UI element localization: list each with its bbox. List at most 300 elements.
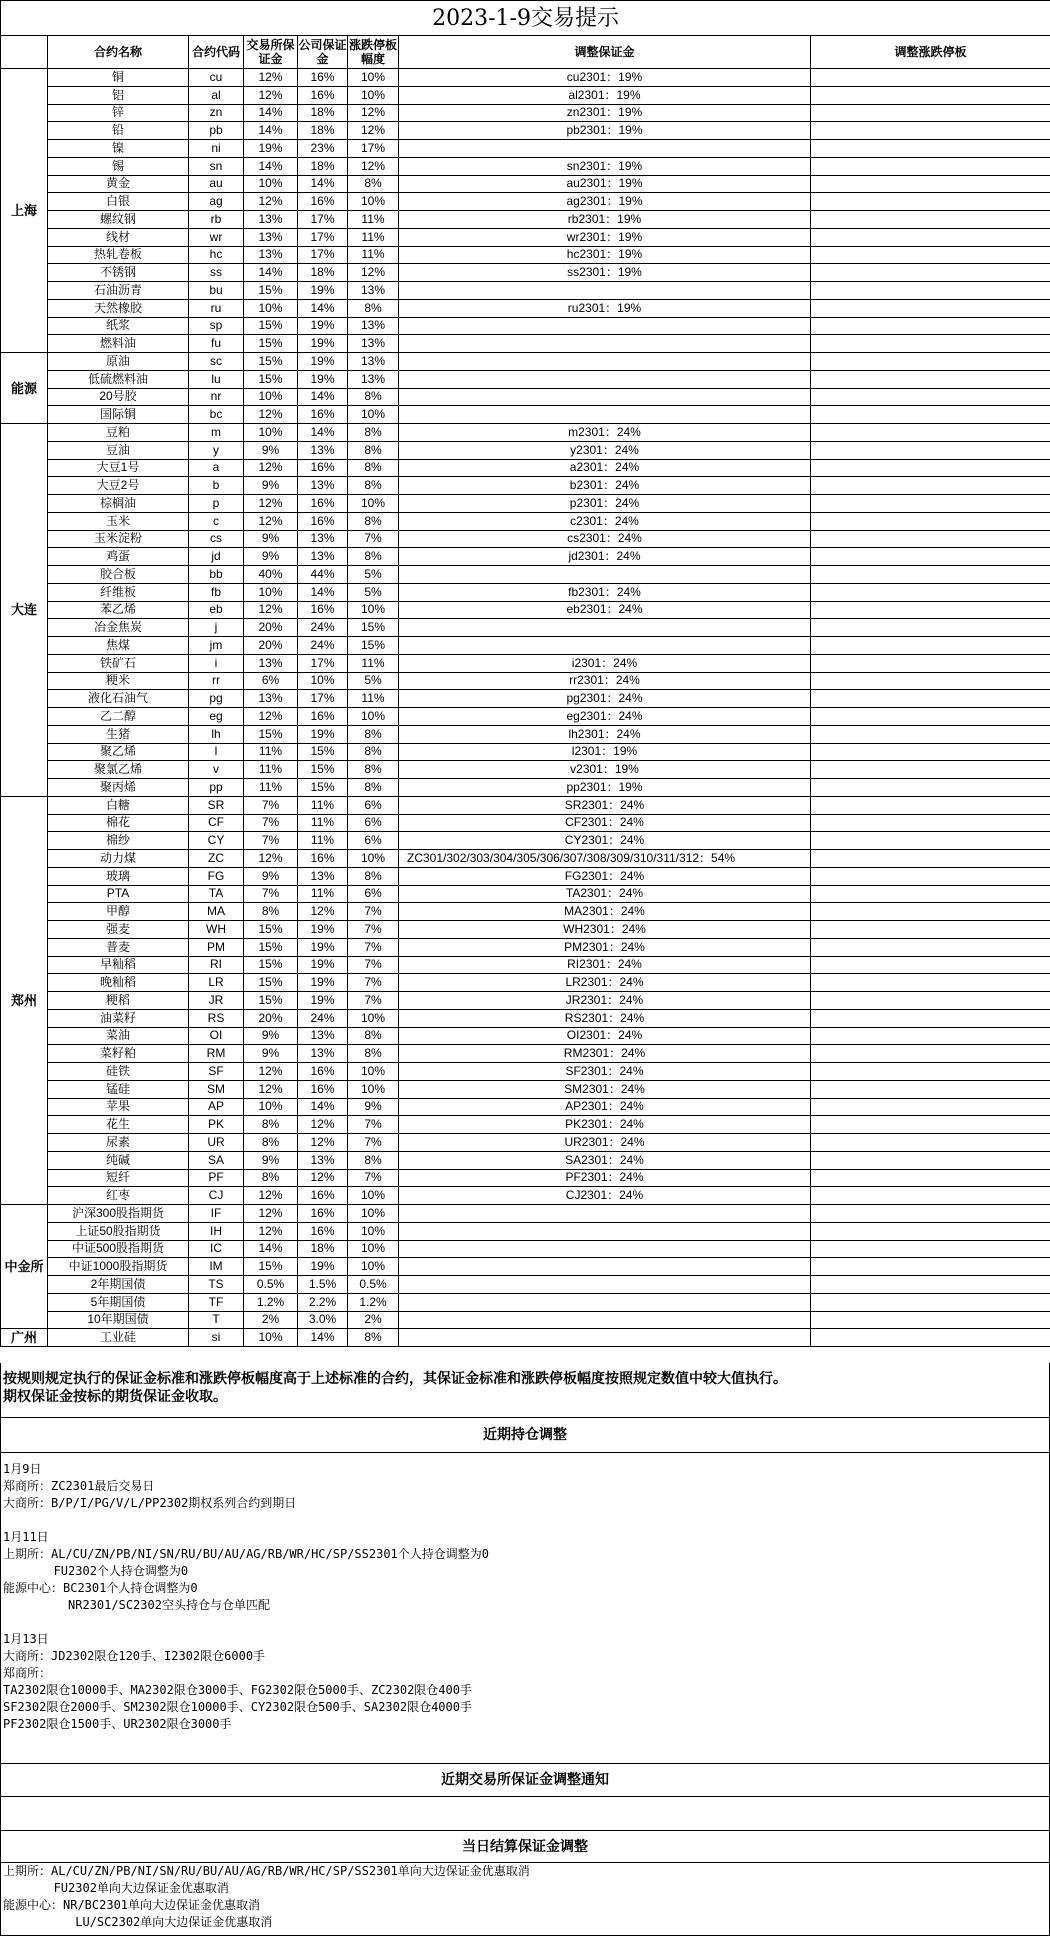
- contract-name: 尿素: [48, 1134, 189, 1152]
- table-row: [1, 1329, 1050, 1347]
- table-row: [1, 956, 1050, 974]
- company-margin: 12%: [298, 1169, 348, 1187]
- table-row: [1, 779, 1050, 797]
- contract-code: ZC: [189, 850, 244, 868]
- contract-code: UR: [189, 1134, 244, 1152]
- contract-name: 上证50股指期货: [48, 1222, 189, 1240]
- contract-code: v: [189, 761, 244, 779]
- company-margin: 18%: [298, 264, 348, 282]
- contract-code: hc: [189, 246, 244, 264]
- adjusted-margin: ag2301：19%: [399, 193, 811, 211]
- price-limit: 6%: [348, 885, 399, 903]
- price-limit: 8%: [348, 725, 399, 743]
- exchange-margin: 11%: [244, 743, 298, 761]
- adjusted-margin: [399, 619, 811, 637]
- price-limit: 8%: [348, 299, 399, 317]
- exchange-margin: 12%: [244, 601, 298, 619]
- company-margin: 16%: [298, 86, 348, 104]
- contract-name: 黄金: [48, 175, 189, 193]
- exchange-margin: 15%: [244, 921, 298, 939]
- contract-code: sc: [189, 353, 244, 371]
- table-row: [1, 743, 1050, 761]
- exchange-margin: 10%: [244, 175, 298, 193]
- exchange-margin: 13%: [244, 228, 298, 246]
- price-limit: 7%: [348, 921, 399, 939]
- company-margin: 14%: [298, 1098, 348, 1116]
- adjusted-limit: [811, 1329, 1050, 1347]
- contract-name: 玻璃: [48, 867, 189, 885]
- contract-name: 菜籽粕: [48, 1045, 189, 1063]
- table-row: [1, 193, 1050, 211]
- price-limit: 8%: [348, 779, 399, 797]
- price-limit: 7%: [348, 938, 399, 956]
- price-limit: 7%: [348, 1169, 399, 1187]
- adjusted-limit: [811, 104, 1050, 122]
- table-row: [1, 1080, 1050, 1098]
- price-limit: 15%: [348, 637, 399, 655]
- exchange-margin: 15%: [244, 370, 298, 388]
- company-margin: 17%: [298, 211, 348, 229]
- price-limit: 6%: [348, 796, 399, 814]
- contract-code: SM: [189, 1080, 244, 1098]
- company-margin: 2.2%: [298, 1293, 348, 1311]
- adjusted-margin: UR2301：24%: [399, 1134, 811, 1152]
- price-limit: 8%: [348, 1027, 399, 1045]
- company-margin: 18%: [298, 1240, 348, 1258]
- adjusted-margin: [399, 1205, 811, 1223]
- contract-name: PTA: [48, 885, 189, 903]
- table-row: [1, 353, 1050, 371]
- company-margin: 14%: [298, 583, 348, 601]
- company-margin: 14%: [298, 299, 348, 317]
- price-limit: 11%: [348, 690, 399, 708]
- adjusted-margin: [399, 1240, 811, 1258]
- table-row: [1, 1098, 1050, 1116]
- adjusted-limit: [811, 743, 1050, 761]
- contract-code: sn: [189, 157, 244, 175]
- contract-code: zn: [189, 104, 244, 122]
- company-margin: 16%: [298, 406, 348, 424]
- company-margin: 14%: [298, 1329, 348, 1347]
- adjusted-margin: [399, 1276, 811, 1294]
- table-row: [1, 1258, 1050, 1276]
- contract-name: 焦煤: [48, 637, 189, 655]
- table-row: [1, 175, 1050, 193]
- company-margin: 19%: [298, 921, 348, 939]
- table-row: [1, 850, 1050, 868]
- table-row: [1, 335, 1050, 353]
- contract-name: 聚丙烯: [48, 779, 189, 797]
- contract-code: fu: [189, 335, 244, 353]
- price-limit: 10%: [348, 1205, 399, 1223]
- exchange-margin: 7%: [244, 796, 298, 814]
- price-limit: 10%: [348, 1258, 399, 1276]
- adjusted-limit: [811, 619, 1050, 637]
- contract-name: 原油: [48, 353, 189, 371]
- adjusted-margin: [399, 353, 811, 371]
- adjusted-limit: [811, 299, 1050, 317]
- contract-name: 20号胶: [48, 388, 189, 406]
- exchange-margin: 2%: [244, 1311, 298, 1329]
- contract-code: RM: [189, 1045, 244, 1063]
- contract-code: ni: [189, 140, 244, 158]
- contract-code: lu: [189, 370, 244, 388]
- adjusted-margin: SF2301：24%: [399, 1063, 811, 1081]
- contract-code: RS: [189, 1009, 244, 1027]
- contract-name: 菜油: [48, 1027, 189, 1045]
- contract-code: p: [189, 495, 244, 513]
- exchange-margin: 15%: [244, 725, 298, 743]
- adjusted-limit: [811, 282, 1050, 300]
- company-margin: 16%: [298, 1063, 348, 1081]
- adjusted-margin: [399, 637, 811, 655]
- price-limit: 12%: [348, 104, 399, 122]
- adjusted-margin: RS2301：24%: [399, 1009, 811, 1027]
- header-adjust-limit: 调整涨跌停板: [811, 36, 1050, 69]
- position-content: 1月9日 郑商所：ZC2301最后交易日 大商所：B/P/I/PG/V/L/PP2302期权系列合约到期日 1月11日 上期所：AL/CU/ZN/PB/NI/SN/RU/BU/AU/AG/RB/WR/HC/SP/SS2301个人持仓调整为0 FU2302个人持仓调整为0 能源中心：BC2301个人持仓调整为0 NR2301/SC2302空头持仓与仓单匹配 1月13日 大商所：JD2302限仓120手、I2302限仓6000手 郑商所： TA2302限仓10000手、MA2302限仓3000手、FG2302限仓5000手、ZC2302限仓400手 SF2302限仓2000手、SM2302限仓10000手、CY2302限仓500手、SA2302限仓4000手 PF2302限仓1500手、UR2302限仓3000手: [0, 1453, 1050, 1764]
- exchange-margin: 40%: [244, 566, 298, 584]
- contract-name: 锌: [48, 104, 189, 122]
- company-margin: 18%: [298, 104, 348, 122]
- adjusted-limit: [811, 637, 1050, 655]
- price-limit: 8%: [348, 867, 399, 885]
- table-row: [1, 832, 1050, 850]
- table-row: [1, 867, 1050, 885]
- adjusted-limit: [811, 921, 1050, 939]
- table-row: [1, 654, 1050, 672]
- price-limit: 10%: [348, 495, 399, 513]
- exchange-margin: 7%: [244, 814, 298, 832]
- exchange-margin: 15%: [244, 1258, 298, 1276]
- exchange-group-label: 广州: [1, 1329, 48, 1347]
- contract-name: 中证1000股指期货: [48, 1258, 189, 1276]
- price-limit: 10%: [348, 1009, 399, 1027]
- exchange-margin: 12%: [244, 708, 298, 726]
- adjusted-limit: [811, 548, 1050, 566]
- company-margin: 13%: [298, 1045, 348, 1063]
- table-row: [1, 104, 1050, 122]
- exchange-margin: 15%: [244, 282, 298, 300]
- contract-name: 棕榈油: [48, 495, 189, 513]
- price-limit: 8%: [348, 459, 399, 477]
- contract-code: OI: [189, 1027, 244, 1045]
- contract-name: 纯碱: [48, 1151, 189, 1169]
- exchange-group-label: 能源: [1, 353, 48, 424]
- contract-name: 国际铜: [48, 406, 189, 424]
- contract-code: c: [189, 512, 244, 530]
- contract-code: bb: [189, 566, 244, 584]
- adjusted-margin: pb2301：19%: [399, 122, 811, 140]
- contract-code: SA: [189, 1151, 244, 1169]
- adjusted-limit: [811, 672, 1050, 690]
- contract-name: 工业硅: [48, 1329, 189, 1347]
- adjusted-margin: eb2301：24%: [399, 601, 811, 619]
- exchange-margin: 9%: [244, 530, 298, 548]
- contract-code: pp: [189, 779, 244, 797]
- company-margin: 15%: [298, 761, 348, 779]
- adjusted-limit: [811, 779, 1050, 797]
- contract-name: 苹果: [48, 1098, 189, 1116]
- company-margin: 13%: [298, 548, 348, 566]
- company-margin: 16%: [298, 1205, 348, 1223]
- adjusted-margin: [399, 1311, 811, 1329]
- adjusted-limit: [811, 317, 1050, 335]
- adjusted-limit: [811, 1311, 1050, 1329]
- table-row: [1, 992, 1050, 1010]
- exchange-margin: 10%: [244, 388, 298, 406]
- company-margin: 17%: [298, 690, 348, 708]
- table-row: [1, 690, 1050, 708]
- adjusted-limit: [811, 903, 1050, 921]
- adjusted-margin: b2301：24%: [399, 477, 811, 495]
- table-row: [1, 317, 1050, 335]
- adjusted-margin: [399, 388, 811, 406]
- adjusted-margin: [399, 335, 811, 353]
- settlement-content: 上期所：AL/CU/ZN/PB/NI/SN/RU/BU/AU/AG/RB/WR/HC/SP/SS2301单向大边保证金优惠取消 FU2302单向大边保证金优惠取消 能源中心：NR/BC2301单向大边保证金优惠取消 LU/SC2302单向大边保证金优惠取消: [0, 1863, 1050, 1936]
- adjusted-margin: zn2301：19%: [399, 104, 811, 122]
- contract-code: au: [189, 175, 244, 193]
- adjusted-margin: sn2301：19%: [399, 157, 811, 175]
- table-row: [1, 1205, 1050, 1223]
- exchange-margin: 9%: [244, 548, 298, 566]
- table-row: [1, 725, 1050, 743]
- price-limit: 10%: [348, 1187, 399, 1205]
- exchange-margin: 13%: [244, 654, 298, 672]
- table-row: [1, 459, 1050, 477]
- contract-code: IC: [189, 1240, 244, 1258]
- contract-code: nr: [189, 388, 244, 406]
- adjusted-margin: fb2301：24%: [399, 583, 811, 601]
- header-code: 合约代码: [189, 36, 244, 69]
- adjusted-margin: WH2301：24%: [399, 921, 811, 939]
- adjusted-margin: CY2301：24%: [399, 832, 811, 850]
- price-limit: 10%: [348, 193, 399, 211]
- price-limit: 10%: [348, 708, 399, 726]
- exchange-margin: 15%: [244, 956, 298, 974]
- table-row: [1, 69, 1050, 87]
- adjusted-limit: [811, 938, 1050, 956]
- contract-name: 玉米: [48, 512, 189, 530]
- adjusted-margin: v2301：19%: [399, 761, 811, 779]
- adjusted-margin: SR2301：24%: [399, 796, 811, 814]
- adjusted-margin: eg2301：24%: [399, 708, 811, 726]
- exchange-margin: 13%: [244, 211, 298, 229]
- contract-name: 动力煤: [48, 850, 189, 868]
- exchange-margin: 14%: [244, 264, 298, 282]
- adjusted-margin: [399, 1258, 811, 1276]
- contract-code: cu: [189, 69, 244, 87]
- company-margin: 16%: [298, 495, 348, 513]
- adjusted-limit: [811, 1169, 1050, 1187]
- adjusted-limit: [811, 1258, 1050, 1276]
- table-row: [1, 1293, 1050, 1311]
- price-limit: 12%: [348, 157, 399, 175]
- price-limit: 11%: [348, 654, 399, 672]
- table-row: [1, 228, 1050, 246]
- price-limit: 15%: [348, 619, 399, 637]
- contract-code: m: [189, 424, 244, 442]
- table-row: [1, 1311, 1050, 1329]
- exchange-margin: 1.2%: [244, 1293, 298, 1311]
- exchange-margin: 20%: [244, 619, 298, 637]
- contract-code: WH: [189, 921, 244, 939]
- exchange-group-label: 中金所: [1, 1205, 48, 1329]
- contract-code: CY: [189, 832, 244, 850]
- contract-name: 豆油: [48, 441, 189, 459]
- contract-code: SF: [189, 1063, 244, 1081]
- company-margin: 16%: [298, 193, 348, 211]
- table-row: [1, 548, 1050, 566]
- contract-name: 棉花: [48, 814, 189, 832]
- adjusted-margin: rr2301：24%: [399, 672, 811, 690]
- exchange-margin: 11%: [244, 761, 298, 779]
- adjusted-limit: [811, 1222, 1050, 1240]
- adjusted-margin: jd2301：24%: [399, 548, 811, 566]
- contract-name: 早籼稻: [48, 956, 189, 974]
- contract-code: cs: [189, 530, 244, 548]
- exchange-margin: 10%: [244, 1329, 298, 1347]
- contract-name: 液化石油气: [48, 690, 189, 708]
- table-row: [1, 282, 1050, 300]
- price-limit: 8%: [348, 743, 399, 761]
- adjusted-limit: [811, 122, 1050, 140]
- table-row: [1, 583, 1050, 601]
- adjusted-margin: SA2301：24%: [399, 1151, 811, 1169]
- adjusted-limit: [811, 796, 1050, 814]
- exchange-notice-content: [0, 1797, 1050, 1831]
- adjusted-limit: [811, 1098, 1050, 1116]
- contract-name: 短纤: [48, 1169, 189, 1187]
- price-limit: 17%: [348, 140, 399, 158]
- exchange-margin: 20%: [244, 637, 298, 655]
- company-margin: 13%: [298, 1027, 348, 1045]
- adjusted-margin: p2301：24%: [399, 495, 811, 513]
- table-row: [1, 1045, 1050, 1063]
- adjusted-limit: [811, 441, 1050, 459]
- adjusted-limit: [811, 1009, 1050, 1027]
- adjusted-limit: [811, 370, 1050, 388]
- table-row: [1, 122, 1050, 140]
- contract-name: 冶金焦炭: [48, 619, 189, 637]
- exchange-margin: 12%: [244, 850, 298, 868]
- price-limit: 10%: [348, 69, 399, 87]
- adjusted-limit: [811, 1063, 1050, 1081]
- exchange-margin: 9%: [244, 1045, 298, 1063]
- contract-name: 白糖: [48, 796, 189, 814]
- company-margin: 19%: [298, 1258, 348, 1276]
- contract-code: TA: [189, 885, 244, 903]
- exchange-margin: 12%: [244, 69, 298, 87]
- exchange-margin: 12%: [244, 1080, 298, 1098]
- contract-name: 10年期国债: [48, 1311, 189, 1329]
- contract-code: ru: [189, 299, 244, 317]
- table-row: [1, 299, 1050, 317]
- adjusted-margin: FG2301：24%: [399, 867, 811, 885]
- company-margin: 16%: [298, 512, 348, 530]
- adjusted-limit: [811, 388, 1050, 406]
- adjusted-margin: [399, 317, 811, 335]
- adjusted-margin: SM2301：24%: [399, 1080, 811, 1098]
- table-row: [1, 974, 1050, 992]
- company-margin: 18%: [298, 122, 348, 140]
- company-margin: 11%: [298, 885, 348, 903]
- exchange-margin: 10%: [244, 299, 298, 317]
- adjusted-limit: [811, 1134, 1050, 1152]
- contract-name: 中证500股指期货: [48, 1240, 189, 1258]
- contract-name: 红枣: [48, 1187, 189, 1205]
- price-limit: 1.2%: [348, 1293, 399, 1311]
- adjusted-margin: a2301：24%: [399, 459, 811, 477]
- adjusted-margin: [399, 566, 811, 584]
- table-row: [1, 921, 1050, 939]
- adjusted-margin: [399, 140, 811, 158]
- adjusted-limit: [811, 690, 1050, 708]
- table-row: [1, 424, 1050, 442]
- adjusted-margin: MA2301：24%: [399, 903, 811, 921]
- header-exchange-margin: 交易所保证金: [244, 36, 298, 69]
- adjusted-margin: PM2301：24%: [399, 938, 811, 956]
- company-margin: 14%: [298, 388, 348, 406]
- contract-name: 纸浆: [48, 317, 189, 335]
- exchange-margin: 8%: [244, 1134, 298, 1152]
- company-margin: 16%: [298, 69, 348, 87]
- company-margin: 24%: [298, 619, 348, 637]
- company-margin: 19%: [298, 353, 348, 371]
- adjusted-margin: m2301：24%: [399, 424, 811, 442]
- company-margin: 19%: [298, 317, 348, 335]
- adjusted-margin: [399, 1329, 811, 1347]
- adjusted-margin: PF2301：24%: [399, 1169, 811, 1187]
- contract-name: 纤维板: [48, 583, 189, 601]
- contract-code: fb: [189, 583, 244, 601]
- table-row: [1, 1116, 1050, 1134]
- price-limit: 11%: [348, 228, 399, 246]
- adjusted-margin: TA2301：24%: [399, 885, 811, 903]
- contract-code: pb: [189, 122, 244, 140]
- table-row: [1, 1222, 1050, 1240]
- price-limit: 13%: [348, 353, 399, 371]
- note-line: 期权保证金按标的期货保证金收取。: [3, 1388, 227, 1404]
- adjusted-limit: [811, 708, 1050, 726]
- adjusted-limit: [811, 885, 1050, 903]
- adjusted-limit: [811, 1045, 1050, 1063]
- contract-name: 镍: [48, 140, 189, 158]
- contract-name: 鸡蛋: [48, 548, 189, 566]
- exchange-group-label: 上海: [1, 69, 48, 353]
- contract-code: ss: [189, 264, 244, 282]
- price-limit: 13%: [348, 317, 399, 335]
- adjusted-limit: [811, 867, 1050, 885]
- table-row: [1, 140, 1050, 158]
- exchange-margin: 13%: [244, 246, 298, 264]
- price-limit: 0.5%: [348, 1276, 399, 1294]
- adjusted-limit: [811, 175, 1050, 193]
- adjusted-limit: [811, 1293, 1050, 1311]
- adjusted-margin: lh2301：24%: [399, 725, 811, 743]
- contract-code: ag: [189, 193, 244, 211]
- contract-code: rr: [189, 672, 244, 690]
- exchange-margin: 12%: [244, 406, 298, 424]
- adjusted-limit: [811, 814, 1050, 832]
- price-limit: 7%: [348, 956, 399, 974]
- price-limit: 8%: [348, 512, 399, 530]
- exchange-margin: 15%: [244, 335, 298, 353]
- contract-code: JR: [189, 992, 244, 1010]
- adjusted-margin: [399, 282, 811, 300]
- contract-code: jm: [189, 637, 244, 655]
- adjusted-limit: [811, 850, 1050, 868]
- company-margin: 16%: [298, 708, 348, 726]
